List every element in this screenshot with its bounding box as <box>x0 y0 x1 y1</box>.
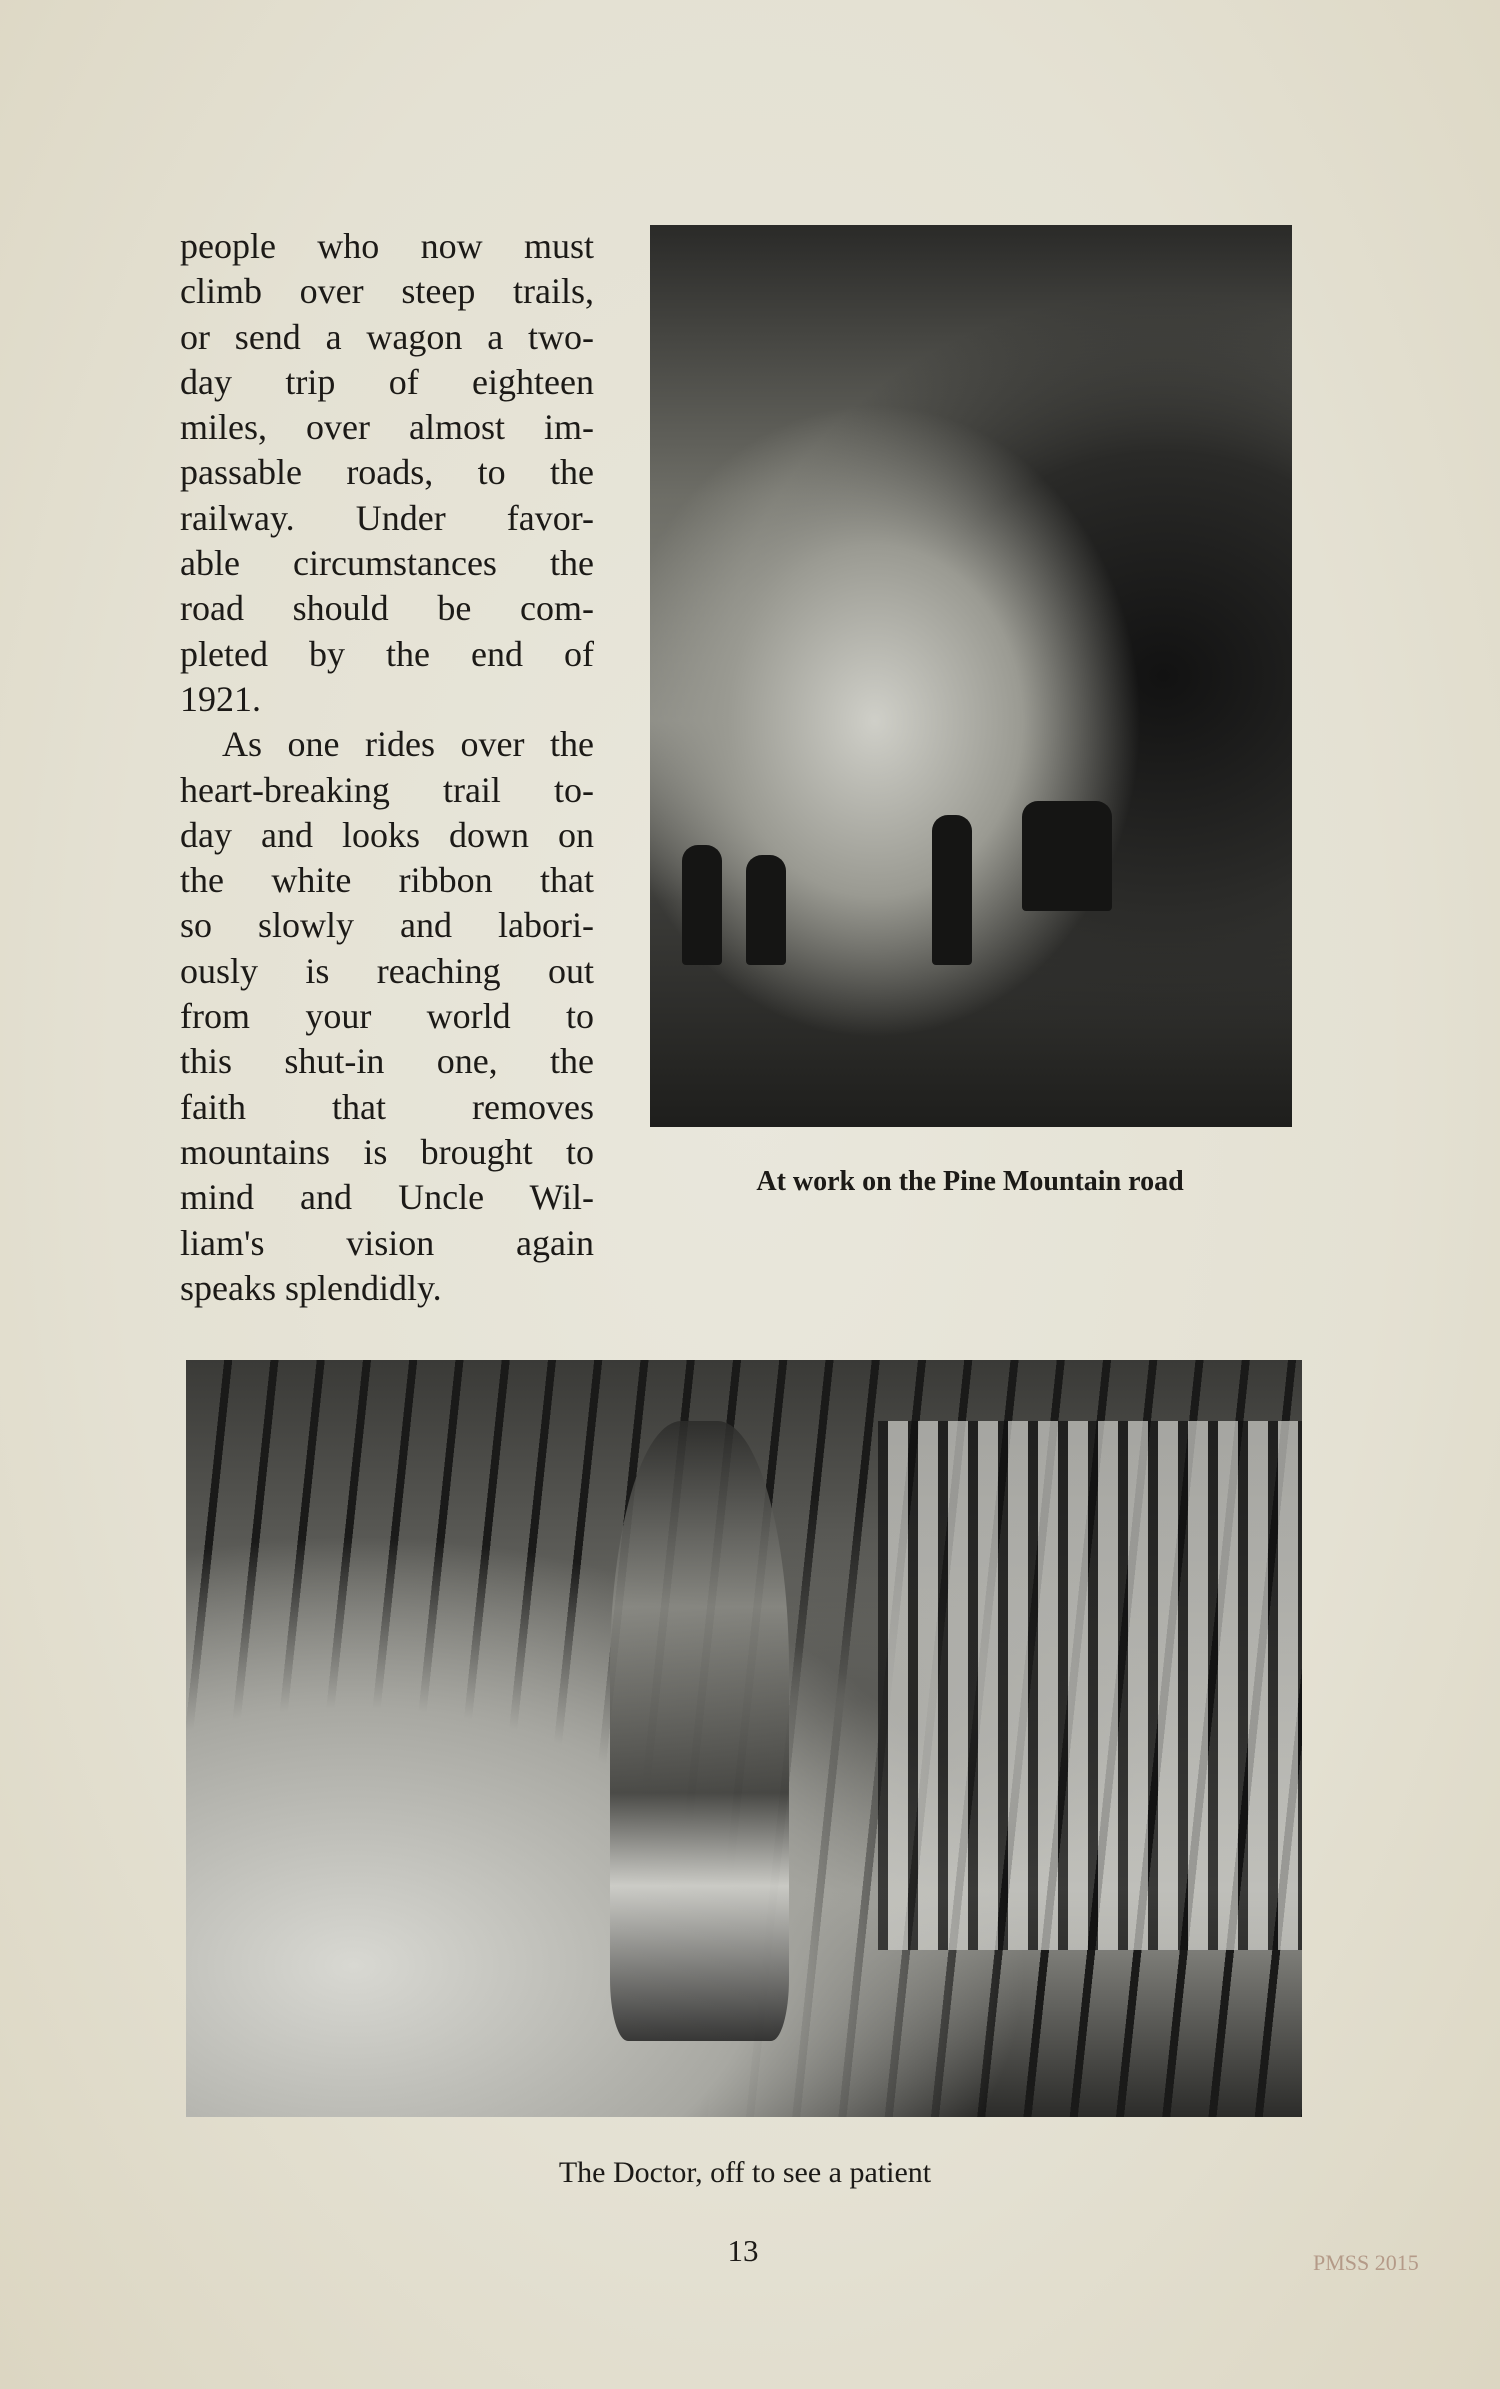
photo-road-work <box>650 225 1292 1127</box>
text-line: ously is reaching out <box>180 950 594 991</box>
text-line: pleted by the end of <box>180 633 594 674</box>
text-line: speaks splendidly. <box>180 1267 442 1308</box>
text-line: mind and Uncle Wil- <box>180 1177 594 1218</box>
text-line: 1921. <box>180 678 261 719</box>
text-line: heart-breaking trail to- <box>180 769 594 810</box>
page-number: 13 <box>727 2233 759 2268</box>
text-line: or send a wagon a two- <box>180 316 594 357</box>
text-line: climb over steep trails, <box>180 271 594 312</box>
text-line: day trip of eighteen <box>180 361 594 402</box>
text-line: road should be com- <box>180 588 594 629</box>
text-line: faith that removes <box>180 1086 594 1127</box>
photo-caption: At work on the Pine Mountain road <box>756 1166 1184 1197</box>
text-line: able circumstances the <box>180 543 594 584</box>
text-line: the white ribbon that <box>180 860 594 901</box>
text-line: liam's vision again <box>180 1222 594 1263</box>
text-line: people who now must <box>180 226 594 266</box>
text-line: As one rides over the <box>222 724 594 765</box>
text-line: this shut-in one, the <box>180 1041 594 1082</box>
body-text-column <box>180 224 594 1311</box>
text-line: miles, over almost im- <box>180 407 594 448</box>
watermark: PMSS 2015 <box>1313 2250 1419 2275</box>
text-line: railway. Under favor- <box>180 497 594 538</box>
photo-caption: The Doctor, off to see a patient <box>558 2156 932 2189</box>
text-line: so slowly and labori- <box>180 905 594 946</box>
text-line: day and looks down on <box>180 814 594 855</box>
photo-doctor-on-horse <box>186 1360 1302 2117</box>
text-line: from your world to <box>180 996 594 1037</box>
text-line: mountains is brought to <box>180 1131 594 1172</box>
text-line: passable roads, to the <box>180 452 594 493</box>
